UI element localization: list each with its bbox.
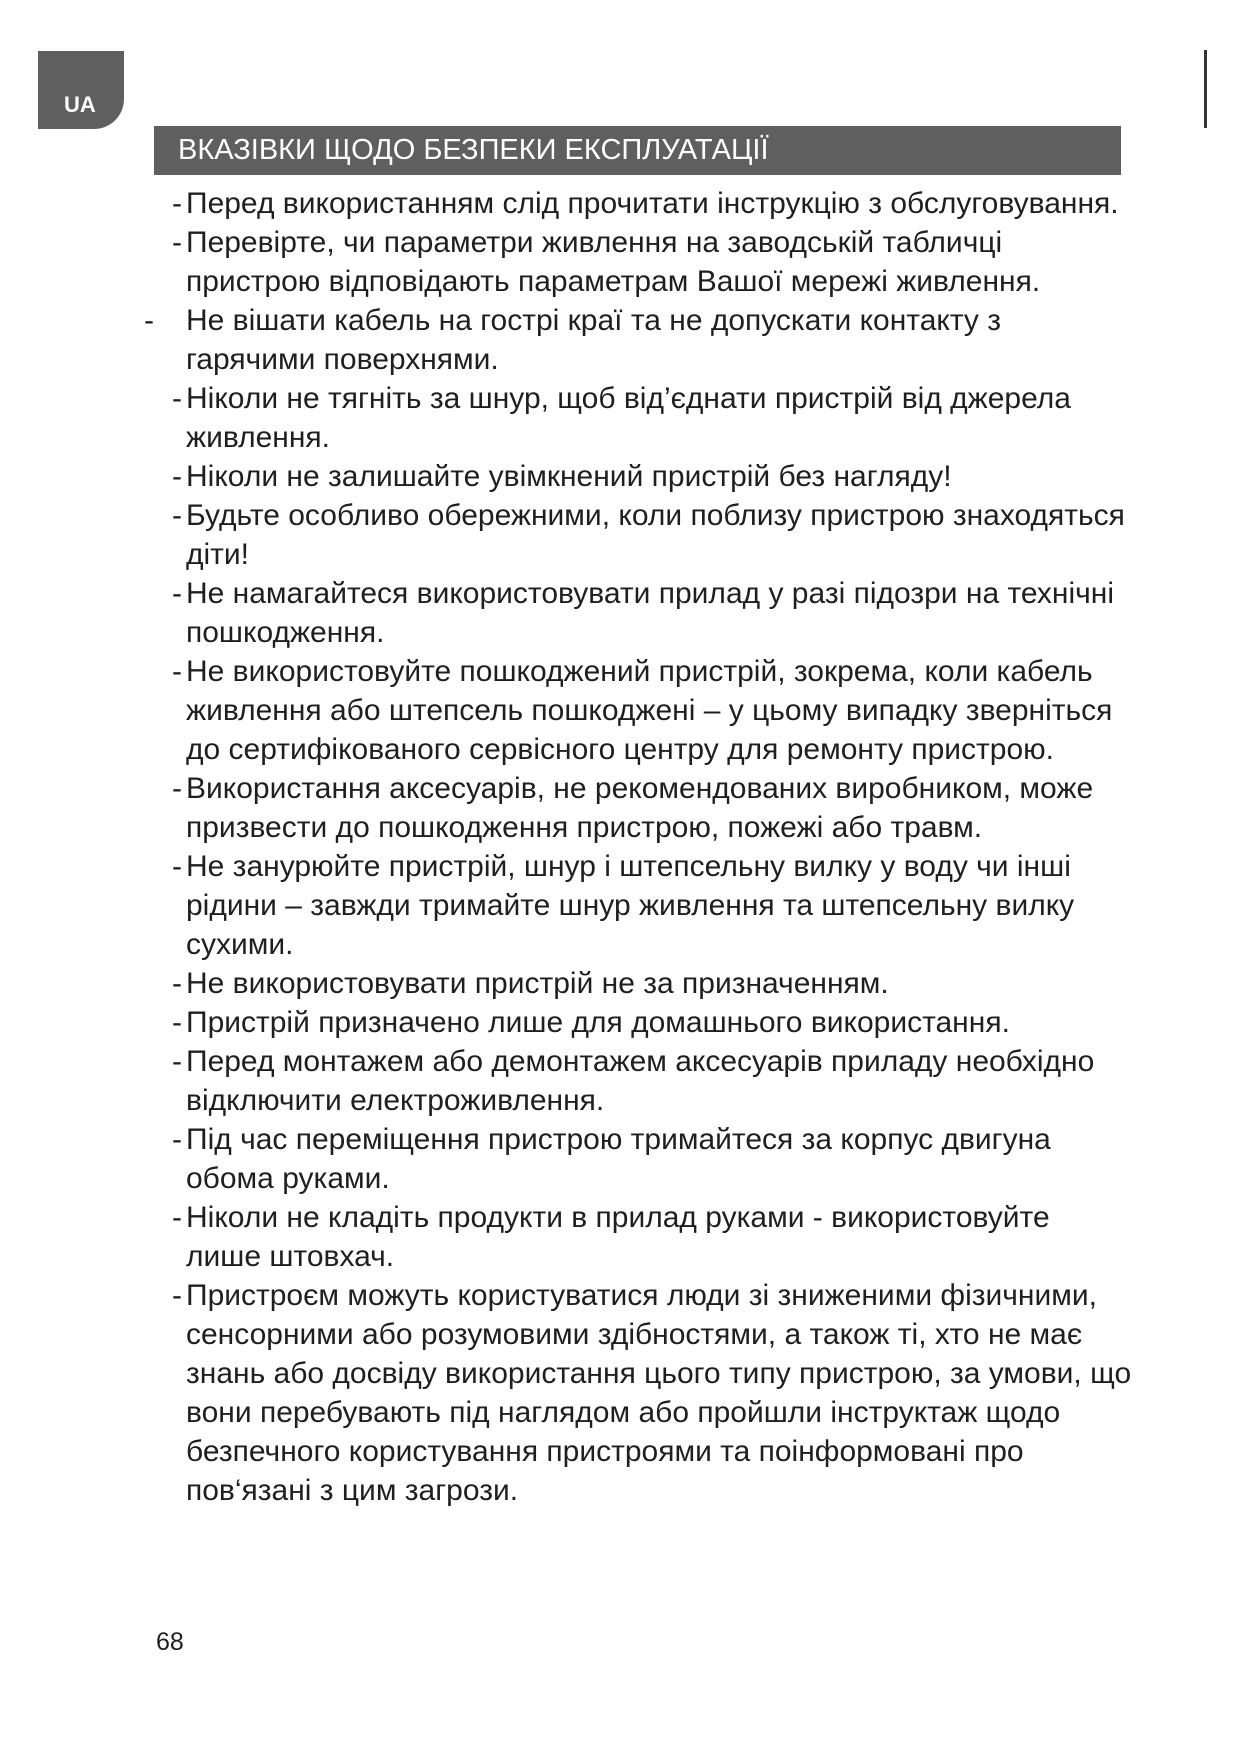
list-item-text: Пристрій призначено лише для домашнього використання. [186, 1006, 1010, 1039]
list-item [150, 496, 1132, 574]
bullet-dash: - [172, 1279, 182, 1312]
bullet-dash: - [172, 577, 182, 610]
language-tab: UA [38, 51, 124, 129]
safety-instructions-list [144, 184, 1132, 1510]
list-item [150, 1042, 1132, 1120]
list-item-text: Будьте особливо обережними, коли поблизу пристрою знаходяться діти! [186, 499, 1125, 571]
list-item [150, 574, 1132, 652]
list-item [150, 1120, 1132, 1198]
list-item-text: Перевірте, чи параметри живлення на заводській табличці пристрою відповідають параметрам Вашої мережі живлення. [186, 226, 1041, 298]
list-item [150, 184, 1132, 223]
list-item-text: Пристроєм можуть користуватися люди зі зниженими фізичними, сенсорними або розумовими здібностями, а також ті, хто не має знань або досвіду використання цього типу пристрою, за умови, що вони перебувають під наглядом або пройшли інструктаж щодо безпечного користування пристроями та поінформовані про пов‘язані з цим загрози. [186, 1279, 1132, 1507]
list-item-text: Не намагайтеся використовувати прилад у разі підозри на технічні пошкодження. [186, 577, 1114, 649]
list-item [150, 964, 1132, 1003]
bullet-dash: - [172, 655, 182, 688]
list-item-text: Ніколи не кладіть продукти в прилад руками - використовуйте лише штовхач. [186, 1201, 1050, 1273]
bullet-dash: - [172, 460, 182, 493]
bullet-dash: - [172, 772, 182, 805]
bullet-dash: - [172, 1123, 182, 1156]
bullet-dash: - [172, 499, 182, 532]
bullet-dash: - [172, 382, 182, 415]
bullet-dash: - [172, 850, 182, 883]
list-item [150, 652, 1132, 769]
list-item-text: Не вішати кабель на гострі краї та не допускати контакту з гарячими поверхнями. [186, 304, 1002, 376]
list-item [150, 847, 1132, 964]
bullet-dash: - [172, 187, 182, 220]
list-item [150, 1276, 1132, 1510]
list-item [144, 301, 1132, 379]
list-item-text: Не використовуйте пошкоджений пристрій, зокрема, коли кабель живлення або штепсель пошкоджені – у цьому випадку зверніться до сертифікованого сервісного центру для ремонту пристрою. [186, 655, 1113, 766]
list-item [150, 1198, 1132, 1276]
page-number: 68 [156, 1628, 184, 1656]
list-item [150, 457, 1132, 496]
list-item [150, 1003, 1132, 1042]
bullet-dash: - [172, 1006, 182, 1039]
bullet-dash: - [144, 304, 154, 337]
page-edge-divider [1204, 50, 1207, 128]
bullet-dash: - [172, 226, 182, 259]
list-item-text: Перед використанням слід прочитати інструкцію з обслуговування. [186, 187, 1119, 220]
list-item-text: Використання аксесуарів, не рекомендованих виробником, може призвести до пошкодження пристрою, пожежі або травм. [186, 772, 1094, 844]
bullet-dash: - [172, 1045, 182, 1078]
section-title: ВКАЗІВКИ ЩОДО БЕЗПЕКИ ЕКСПЛУАТАЦІЇ [154, 126, 1121, 175]
list-item-text: Не використовувати пристрій не за призначенням. [186, 967, 889, 1000]
list-item-text: Перед монтажем або демонтажем аксесуарів приладу необхідно відключити електроживлення. [186, 1045, 1095, 1117]
list-item-text: Під час переміщення пристрою тримайтеся за корпус двигуна обома руками. [186, 1123, 1051, 1195]
list-item-text: Не занурюйте пристрій, шнур і штепсельну вилку у воду чи інші рідини – завжди тримайте шнур живлення та штепсельну вилку сухими. [186, 850, 1075, 961]
list-item [150, 379, 1132, 457]
bullet-dash: - [172, 967, 182, 1000]
list-item-text: Ніколи не тягніть за шнур, щоб від’єднати пристрій від джерела живлення. [186, 382, 1071, 454]
list-item [150, 769, 1132, 847]
list-item [150, 223, 1132, 301]
bullet-dash: - [172, 1201, 182, 1234]
list-item-text: Ніколи не залишайте увімкнений пристрій без нагляду! [186, 460, 952, 493]
